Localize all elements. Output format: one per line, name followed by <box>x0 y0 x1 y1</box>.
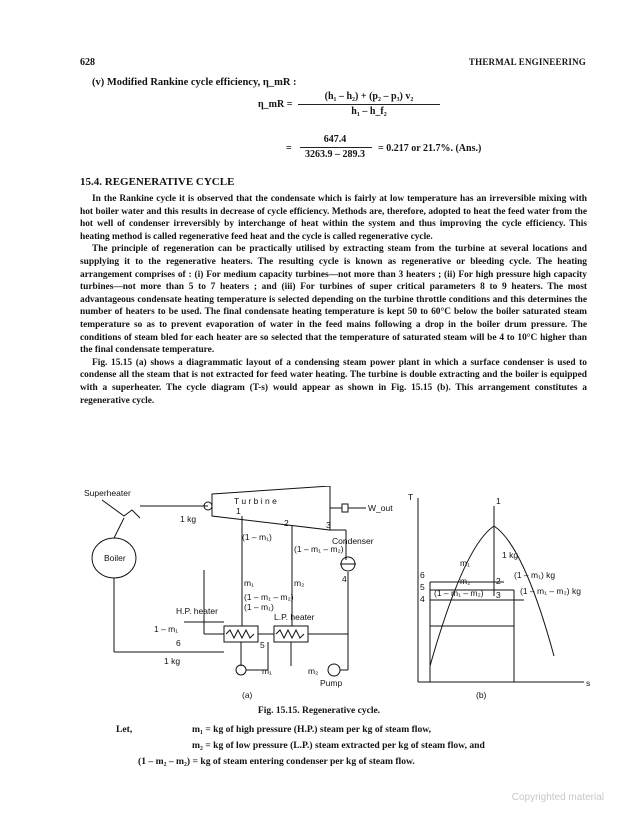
plant-layout-diagram <box>92 486 366 676</box>
body-text <box>80 193 587 407</box>
label-flow-1-m1-b: (1 – m₁) <box>244 602 274 612</box>
label-pump: Pump <box>320 678 343 688</box>
label-ts-inner: (1 – m₁ – m₂) <box>434 588 484 598</box>
label-m1: m₁ <box>244 578 254 588</box>
label-ts-m1: m₁ <box>460 558 470 568</box>
superheater-coil <box>102 500 140 518</box>
definition-m1: m₁ = kg of high pressure (H.P.) steam per kg of steam flow, <box>192 724 432 735</box>
watermark: Copyrighted material <box>511 792 604 803</box>
label-flow-1-m1-m2: (1 – m₁ – m₂) <box>294 544 344 554</box>
label-ts-5: 5 <box>420 582 425 592</box>
label-superheater: Superheater <box>84 488 131 498</box>
label-wout: W_out <box>368 503 393 513</box>
drain-pump-1 <box>236 665 246 675</box>
figure-caption: Fig. 15.15. Regenerative cycle. <box>257 706 381 716</box>
label-a: (a) <box>242 690 253 700</box>
label-m1-b: m₁ <box>262 666 272 676</box>
section-heading: 15.4. REGENERATIVE CYCLE <box>80 176 235 188</box>
label-point-3: 3 <box>326 520 331 530</box>
label-point-4: 4 <box>342 574 347 584</box>
let-label: Let, <box>116 724 133 735</box>
label-ts-6: 6 <box>420 570 425 580</box>
label-ts-1kg: 1 kg <box>502 550 519 560</box>
label-s: s <box>586 678 591 688</box>
label-m2: m₂ <box>294 578 305 588</box>
label-condenser: Condenser <box>332 536 374 546</box>
paragraph-3: Fig. 15.15 (a) shows a diagrammatic layout of a condensing steam power plant in which a surface condenser is used to condense all the steam that is not extracted for feed water heating. The turbine is double extracting and the boiler is equipped with a superheater. The cycle diagram (T-s) would appear as shown in Fig. 15.15 (b). This arrangement constitutes a regenerative cycle. <box>80 357 587 406</box>
fraction-denominator: h₁ – h_f₂ <box>351 106 387 117</box>
page-number: 628 <box>80 57 95 68</box>
fraction-numerator: (h₁ – h₂) + (p₂ – p₃) v₂ <box>324 91 414 102</box>
label-1-minus-m1: 1 – m₁ <box>154 624 179 634</box>
paragraph-1: In the Rankine cycle it is observed that the condensate which is fairly at low temperature has an irreversible mixing with hot boiler water and this results in decrease of cycle efficiency. Methods are, therefore, adopted to heat the feed water from the hot well of condenser irreversibly by interchange of heat within the system and thus improving the cycle efficiency. This heating method is called regenerative feed heat and the cycle is called regenerative cycle. <box>80 194 587 242</box>
efficiency-lhs: η_mR = <box>258 99 293 110</box>
label-hp-heater: H.P. heater <box>176 606 218 616</box>
hp-heater <box>224 626 258 642</box>
label-lp-heater: L.P. heater <box>274 612 315 622</box>
subsection-title: (v) Modified Rankine cycle efficiency, η_mR : <box>92 77 297 88</box>
fraction-bar <box>298 104 440 105</box>
label-ts-4: 4 <box>420 594 425 604</box>
label-ts-1-m1-m2: (1 – m₁ – m₂) kg <box>520 586 581 596</box>
turbine-body <box>212 486 330 530</box>
label-ts-2: 2 <box>496 576 501 586</box>
definition-m2: m₂ = kg of low pressure (L.P.) steam extracted per kg of steam flow, and <box>192 740 485 751</box>
label-b: (b) <box>476 690 487 700</box>
regenerative-cycle-figure <box>84 486 604 706</box>
fraction2-numerator: 647.4 <box>323 134 347 145</box>
label-ts-1-m1: (1 – m₁) kg <box>514 570 556 580</box>
running-title: THERMAL ENGINEERING <box>468 57 586 67</box>
label-turbine: T u r b i n e <box>234 496 277 506</box>
label-1kg-top: 1 kg <box>180 514 197 524</box>
label-point-2: 2 <box>284 518 289 528</box>
label-point-6: 6 <box>176 638 181 648</box>
fraction2-denominator: 3263.9 – 289.3 <box>305 149 365 160</box>
label-point-5: 5 <box>260 640 265 650</box>
label-ts-1: 1 <box>496 496 501 506</box>
definition-condenser-steam: (1 – m₂ – m₂) = kg of steam entering condenser per kg of steam flow. <box>138 756 415 767</box>
fraction2-bar <box>300 147 372 148</box>
lp-heater <box>274 626 308 642</box>
label-ts-3: 3 <box>496 590 501 600</box>
label-point-1: 1 <box>236 506 241 516</box>
pump <box>328 664 340 676</box>
label-flow-1-m1: (1 – m₁) <box>242 532 272 542</box>
label-m2-b: m₂ <box>308 666 319 676</box>
label-ts-m2: m₂ <box>460 576 471 586</box>
label-flow-1-m1-m2-b: (1 – m₁ – m₂) <box>244 592 294 602</box>
equals-sign: = <box>286 143 292 154</box>
label-1kg-bottom: 1 kg <box>164 656 181 666</box>
paragraph-2: The principle of regeneration can be practically utilised by extracting steam from the turbine at several locations and supplying it to the regenerative heaters. The resulting cycle is known as regenerative or bleeding cycle. The heating arrangement comprises of : (i) For medium capacity turbines—not more than 3 heaters ; (ii) For high pressure high capacity turbines—not more than 5 to 7 heaters ; and (iii) For turbines of super critical parameters 8 to 9 heaters. The most advantageous condensate heating temperature is selected depending on the turbine throttle conditions and this determines the number of heaters to be used. The final condensate heating temperature is kept 50 to 60°C below the boiler saturated steam temperature so as to prevent evaporation of water in the feed mains following a drop in the boiler drum pressure. The conditions of steam bled for each heater are so selected that the temperature of saturated steam will be 4 to 10°C higher than the final condensate temperature. <box>80 244 587 356</box>
efficiency-result: = 0.217 or 21.7%. (Ans.) <box>378 143 482 154</box>
label-T: T <box>408 492 414 502</box>
label-boiler: Boiler <box>104 553 126 563</box>
